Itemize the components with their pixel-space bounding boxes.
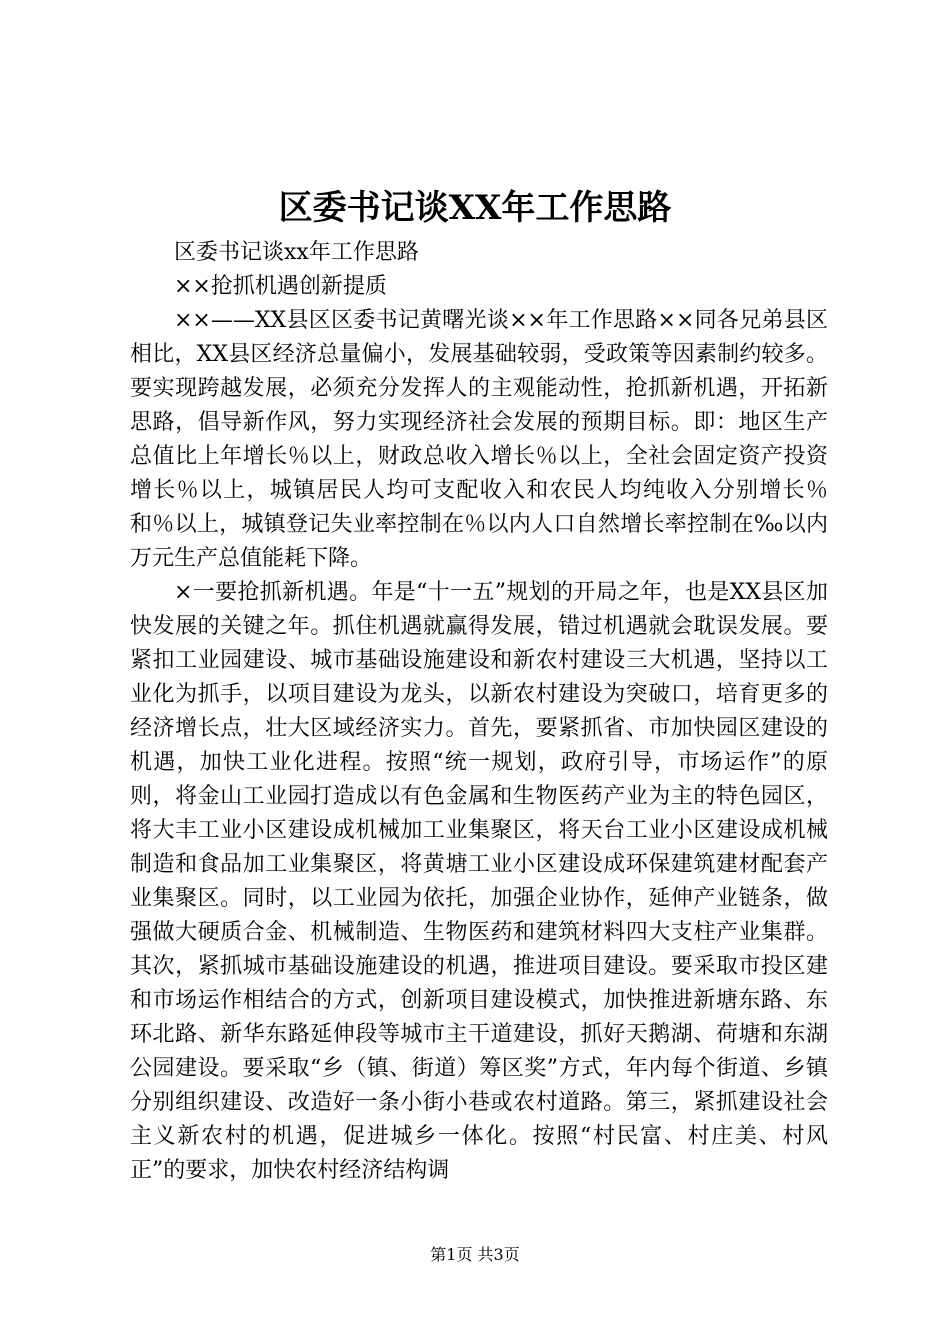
document-body <box>130 236 828 1188</box>
page-footer: 第1页 共3页 <box>430 1245 520 1264</box>
paragraph: ××抢抓机遇创新提质 <box>174 274 387 299</box>
paragraph: 区委书记谈xx年工作思路 <box>174 240 419 265</box>
document-title: 区委书记谈XX年工作思路 <box>278 188 672 228</box>
paragraph: ×一要抢抓新机遇。年是“十一五”规划的开局之年，也是XX县区加快发展的关键之年。抓住机遇就赢得发展，错过机遇就会耽误发展。要紧扣工业园建设、城市基础设施建设和新农村建设三大机遇，坚持以工业化为抓手，以项目建设为龙头，以新农村建设为突破口，培育更多的经济增长点，壮大区域经济实力。首先，要紧抓省、市加快园区建设的机遇，加快工业化进程。按照“统一规划，政府引导，市场运作”的原则，将金山工业园打造成以有色金属和生物医药产业为主的特色园区，将大丰工业小区建设成机械加工业集聚区，将天台工业小区建设成机械制造和食品加工业集聚区，将黄塘工业小区建设成环保建筑建材配套产业集聚区。同时，以工业园为依托，加强企业协作，延伸产业链条，做强做大硬质合金、机械制造、生物医药和建筑材料四大支柱产业集群。其次，紧抓城市基础设施建设的机遇，推进项目建设。要采取市投区建和市场运作相结合的方式，创新项目建设模式，加快推进新塘东路、东环北路、新华东路延伸段等城市主干道建设，抓好天鹅湖、荷塘和东湖公园建设。要采取“乡（镇、街道）筹区奖”方式，年内每个街道、乡镇分别组织建设、改造好一条小街小巷或农村道路。第三，紧抓建设社会主义新农村的机遇，促进城乡一体化。按照“村民富、村庄美、村风正”的要求，加快农村经济结构调 <box>130 580 828 1183</box>
paragraph: ××——XX县区区委书记黄曙光谈××年工作思路××同各兄弟县区相比，XX县区经济总量偏小，发展基础较弱，受政策等因素制约较多。要实现跨越发展，必须充分发挥人的主观能动性，抢抓新机遇，开拓新思路，倡导新作风，努力实现经济社会发展的预期目标。即：地区生产总值比上年增长％以上，财政总收入增长％以上，全社会固定资产投资增长％以上，城镇居民人均可支配收入和农民人均纯收入分别增长％和％以上，城镇登记失业率控制在％以内人口自然增长率控制在‰以内万元生产总值能耗下降。 <box>130 308 828 571</box>
